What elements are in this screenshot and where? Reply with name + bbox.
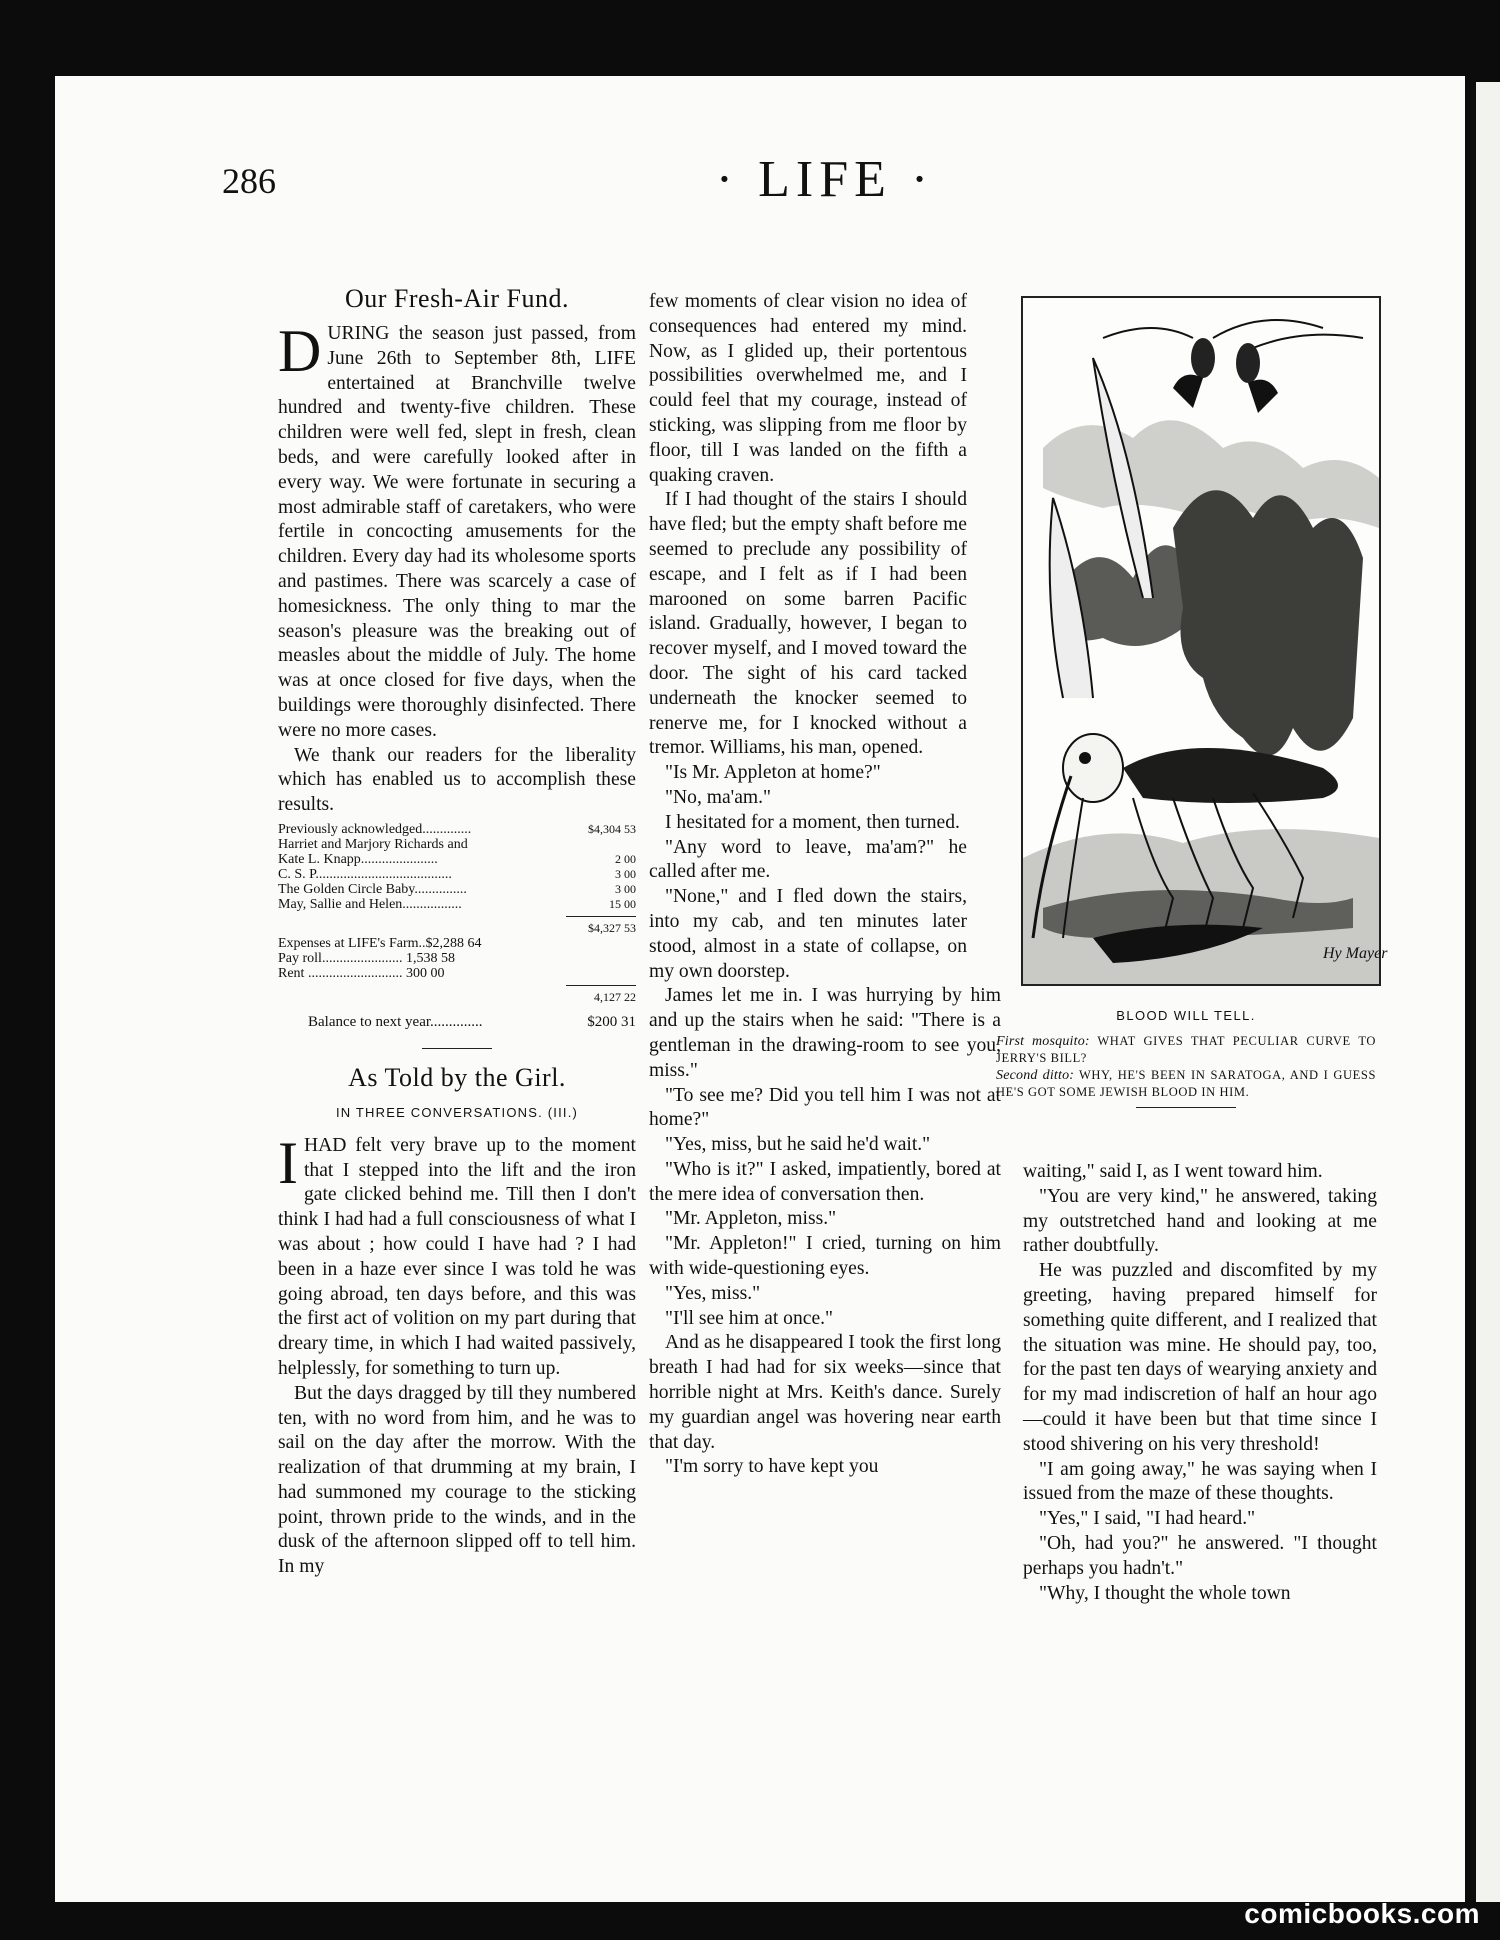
- mosquito-illustration: [1021, 296, 1388, 986]
- expense-row: Expenses at LIFE's Farm..$2,288 64: [278, 935, 482, 951]
- story-paragraph: "Mr. Appleton!" I cried, turning on him with wide-questioning eyes.: [649, 1233, 1001, 1280]
- story-paragraph: If I had thought of the stairs I should have fled; but the empty shaft before me seemed to preclude any possibility of escape, and I felt as if I had been marooned on some barren Pacific island. Gradually, however, I began to recover myself, and I moved toward the door. The sight of his card tacked underneath the knocker seemed to renerve me, for I knocked without a tremor. Williams, his man, opened.: [649, 489, 967, 759]
- page-number: 286: [222, 161, 276, 201]
- caption-line-1: First mosquito: WHAT GIVES THAT PECULIAR CURVE TO JERRY'S BILL?: [996, 1034, 1376, 1065]
- site-watermark: comicbooks.com: [1244, 1898, 1480, 1929]
- illustration-caption: [996, 1008, 1376, 1108]
- article-title-fresh-air-fund: Our Fresh-Air Fund.: [345, 284, 569, 313]
- story-paragraph: "None," and I fled down the stairs, into my cab, and ten minutes later stood, almost in a state of collapse, on my own doorstep.: [649, 886, 967, 982]
- expense-row: Rent ........................... 300 00: [278, 965, 445, 981]
- account-row: Kate L. Knapp...................... 2 00: [278, 851, 636, 867]
- column-1: [278, 284, 636, 1580]
- fund-paragraph-2: We thank our readers for the liberality which has enabled us to accomplish these results.: [278, 744, 636, 816]
- story-paragraph: "Yes, miss, but he said he'd wait.": [665, 1134, 931, 1156]
- story-paragraph: "I'll see him at once.": [665, 1307, 834, 1329]
- story-paragraph: "To see me? Did you tell him I was not at home?": [649, 1084, 1001, 1131]
- story-paragraph: "I am going away," he was saying when I issued from the maze of these thoughts.: [1023, 1458, 1377, 1505]
- story-paragraph: "Why, I thought the whole town: [1039, 1582, 1291, 1604]
- story-paragraph: waiting," said I, as I went toward him.: [1023, 1161, 1323, 1182]
- story-paragraph: But the days dragged by till they numbered ten, with no word from him, and he was to sail on the day after the morrow. With the realization of that drumming at my brain, I had summoned my courage to the sticking point, thrown pride to the winds, and in the dusk of the afternoon slipped off to tell him. In my: [278, 1382, 636, 1578]
- story-paragraph: "I'm sorry to have kept you: [665, 1456, 879, 1478]
- account-row: Previously acknowledged.............. $4,304 53: [278, 821, 636, 837]
- fund-paragraph-1: DURING the season just passed, from June 26th to September 8th, LIFE entertained at Branchville twelve hundred and twenty-five children. These children were well fed, slept in fresh, clean beds, and were carefully looked after in every way. We were fortunate in securing a most admirable staff of caretakers, who were fertile in concocting amusements for the children. Every day had its wholesome sports and pastimes. There was scarcely a case of homesickness. The only thing to mar the season's pleasure was the breaking out of measles about the middle of July. The home was at once closed for five days, when the buildings were thoroughly disinfected. There were no more cases.: [278, 318, 636, 741]
- dropcap: I: [278, 1129, 298, 1196]
- story-paragraph: "Yes," I said, "I had heard.": [1039, 1508, 1256, 1530]
- caption-title: BLOOD WILL TELL.: [1116, 1008, 1256, 1023]
- fund-accounts: [278, 822, 636, 1030]
- caption-line-2: Second ditto: WHY, HE'S BEEN IN SARATOGA, AND I GUESS HE'S GOT SOME JEWISH BLOOD IN HIM.: [996, 1068, 1377, 1099]
- expenses-total: 4,127 22: [594, 989, 636, 1004]
- account-row: The Golden Circle Baby............... 3 00: [278, 881, 636, 897]
- story-paragraph: And as he disappeared I took the first long breath I had had for six weeks—since that horrible night at Mrs. Keith's dance. Surely my guardian angel was hovering near earth that day.: [649, 1332, 1001, 1453]
- account-row: Harriet and Marjory Richards and: [278, 836, 468, 852]
- column-2-narrow-part: [649, 290, 967, 984]
- story-paragraph: He was puzzled and discomfited by my greeting, having prepared himself for something quite different, and I realized that the situation was mine. He should pay, too, for the past ten days of wearying anxiety and for my mad indiscretion of half an hour ago—could it have been but that time since I stood shivering on his very threshold!: [1023, 1260, 1377, 1455]
- article-subtitle: IN THREE CONVERSATIONS. (III.): [335, 1104, 579, 1120]
- section-divider: [422, 1048, 492, 1049]
- story-paragraph: "Yes, miss.": [665, 1282, 761, 1304]
- story-paragraph: "You are very kind," he answered, taking my outstretched hand and looking at me rather doubtfully.: [1023, 1185, 1377, 1257]
- column-2: [649, 290, 1001, 1480]
- dropcap: D: [278, 318, 322, 384]
- facing-page-edge: [1476, 82, 1500, 1902]
- sum-rule: [566, 985, 636, 986]
- balance-row: Balance to next year.............. $200 31: [308, 1013, 636, 1030]
- story-paragraph: IHAD felt very brave up to the moment that I stepped into the lift and the iron gate clicked behind me. Till then I don't think I had had a full consciousness of what I was about ; how could I have had ? I had been in a haze ever since I was told he was going abroad, ten days before, and this was the first act of volition on my part during that dreary time, in which I had waited passively, helplessly, for something to turn up.: [278, 1129, 636, 1379]
- mosquito-drawing: [1023, 298, 1388, 984]
- account-row: May, Sallie and Helen................. 15 00: [278, 896, 636, 912]
- binding-gutter: [1466, 76, 1476, 1902]
- masthead: · LIFE ·: [715, 151, 935, 208]
- artist-signature: Hy Mayer: [1323, 945, 1388, 962]
- subtotal: $4,327 53: [588, 920, 636, 935]
- story-paragraph: I hesitated for a moment, then turned.: [665, 811, 960, 833]
- sum-rule: [566, 916, 636, 917]
- story-paragraph: "No, ma'am.": [665, 786, 772, 808]
- story-paragraph: "Any word to leave, ma'am?" he called after me.: [649, 836, 967, 883]
- story-paragraph: "Is Mr. Appleton at home?": [665, 762, 881, 784]
- expense-row: Pay roll....................... 1,538 58: [278, 950, 455, 966]
- story-paragraph: James let me in. I was hurrying by him and up the stairs when he said: "There is a gentleman in the drawing-room to see you, miss.": [649, 985, 1001, 1081]
- story-paragraph: few moments of clear vision no idea of consequences had entered my mind. Now, as I glided up, their portentous possibilities overwhelmed me, and I could feel that my courage, instead of sticking, was slipping from me floor by floor, till I was landed on the fifth a quaking craven.: [649, 291, 967, 486]
- account-row: C. S. P....................................... 3 00: [278, 866, 636, 882]
- story-paragraph: "Oh, had you?" he answered. "I thought perhaps you hadn't.": [1023, 1532, 1377, 1579]
- caption-rule: [1136, 1107, 1236, 1108]
- story-paragraph: "Mr. Appleton, miss.": [665, 1208, 837, 1230]
- article-title-told-by-girl: As Told by the Girl.: [348, 1062, 566, 1092]
- column-3: [1023, 1160, 1377, 1606]
- story-paragraph: "Who is it?" I asked, impatiently, bored at the mere idea of conversation then.: [649, 1158, 1001, 1205]
